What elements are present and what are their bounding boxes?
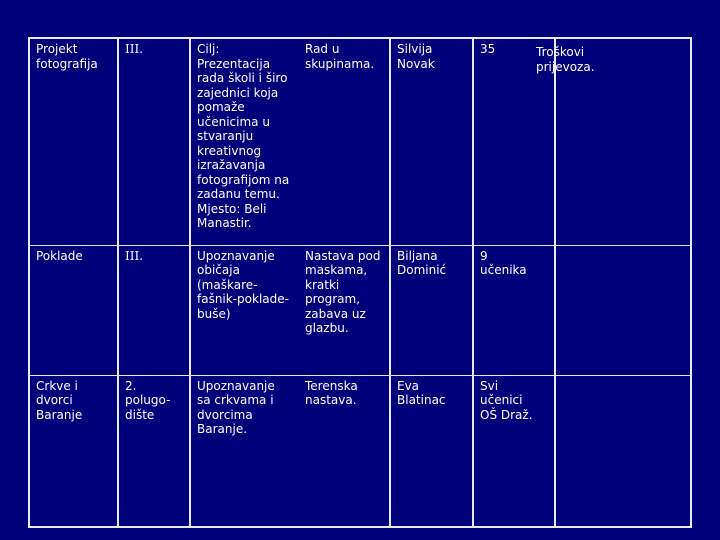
method-text: Rad u skupinama. [305, 42, 375, 71]
goal-method-cell [190, 38, 390, 245]
goal-method-split [197, 249, 383, 336]
participants-text: 9 učenika [480, 248, 527, 277]
goal-text: Upoznavanje običaja (maškare- fašnik-poklade- buše) [197, 248, 289, 321]
participants-costs-cell [473, 245, 555, 375]
costs-text [536, 379, 548, 423]
table-row [29, 375, 691, 527]
goal-method-cell [190, 375, 390, 527]
participants-costs-split [480, 379, 548, 423]
method-text: Nastava pod maskama, kratki program, zabava uz glazbu. [305, 248, 381, 335]
grade-cell: III. [118, 38, 190, 245]
empty-cell [555, 375, 691, 527]
participants-costs-split [480, 249, 548, 278]
leader-cell: Silvija Novak [390, 38, 473, 245]
participants-costs-cell [473, 375, 555, 527]
leader-cell: Eva Blatinac [390, 375, 473, 527]
grade-cell: 2. polugo- dište [118, 375, 190, 527]
participants-text: 35 [480, 42, 496, 56]
participants-text: Svi učenici OŠ Draž. [480, 378, 533, 422]
goal-text: Upoznavanje sa crkvama i dvorcima Baranje. [197, 378, 275, 436]
participants-costs-cell [473, 38, 595, 245]
participants-costs-split [480, 42, 595, 74]
method-text: Terenska nastava. [305, 378, 358, 407]
goal-method-cell [190, 245, 390, 375]
costs-text: Troškovi prijevoza. [536, 45, 595, 74]
activity-name-cell: Poklade [29, 245, 118, 375]
activities-table [28, 37, 692, 528]
table-row [29, 38, 691, 245]
costs-text [536, 249, 548, 278]
activity-name-cell: Crkve i dvorci Baranje [29, 375, 118, 527]
grade-cell: III. [118, 245, 190, 375]
goal-text: Cilj: Prezentacija rada školi i širo zajednici koja pomaže učenicima u stvaranju kreativnog izražavanja fotografijom na zadanu temu. Mjesto: Beli Manastir. [197, 42, 290, 230]
table-row [29, 245, 691, 375]
goal-method-split [197, 379, 383, 437]
leader-cell: Biljana Dominić [390, 245, 473, 375]
activity-name-cell: Projekt fotografija [29, 38, 118, 245]
goal-method-split [197, 42, 383, 231]
empty-cell [555, 245, 691, 375]
